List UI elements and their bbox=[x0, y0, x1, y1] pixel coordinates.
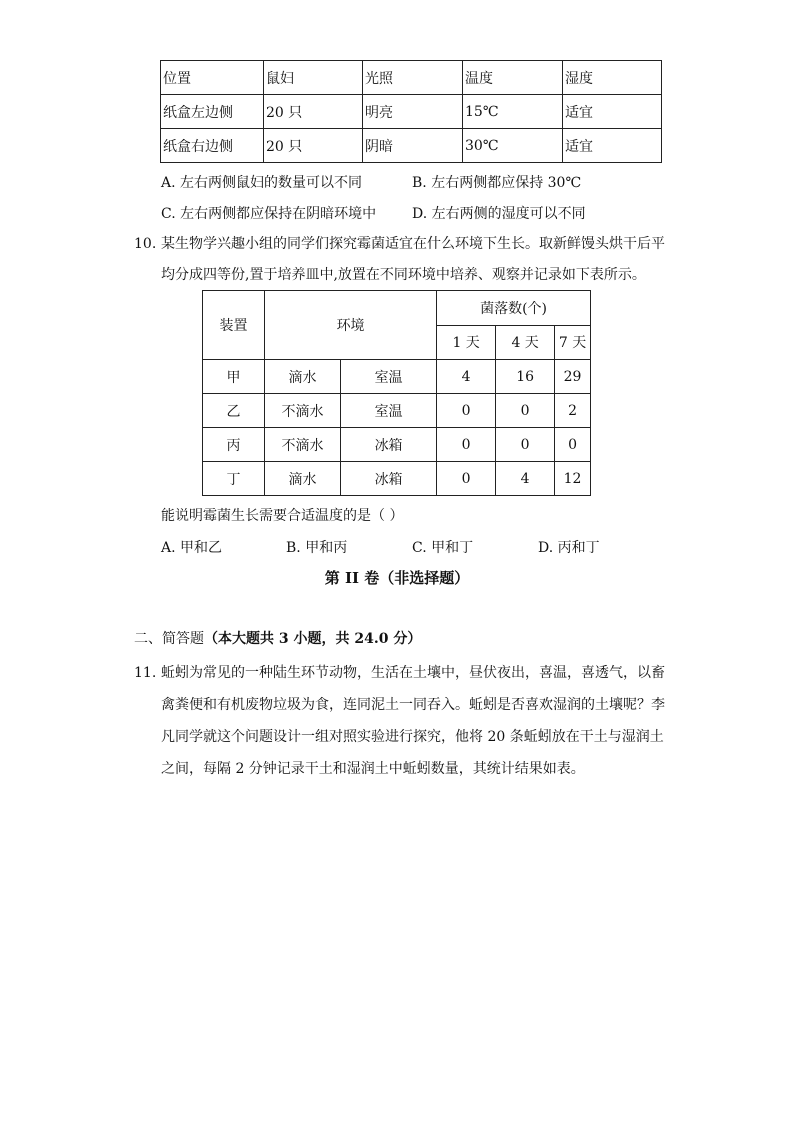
q11-text-line1: 蚯蚓为常见的一种陆生环节动物，生活在土壤中，昼伏夜出，喜温，喜透气，以畜 bbox=[161, 665, 665, 681]
table-header-cell: 4 天 bbox=[496, 325, 555, 360]
table-header-cell: 温度 bbox=[463, 61, 563, 95]
table-cell: 0 bbox=[496, 428, 555, 462]
table-cell: 室温 bbox=[341, 360, 437, 394]
q10-option-c: C. 甲和丁 bbox=[412, 540, 474, 556]
q9-option-c: C. 左右两侧都应保持在阴暗环境中 bbox=[161, 206, 377, 222]
q11-text-line4: 之间，每隔 2 分钟记录干土和湿润土中蚯蚓数量，其统计结果如表。 bbox=[161, 761, 585, 777]
table-cell: 30℃ bbox=[463, 129, 563, 163]
section-heading bbox=[134, 628, 421, 648]
table-header-cell: 位置 bbox=[161, 61, 264, 95]
table-cell: 适宜 bbox=[563, 95, 662, 129]
table-cell: 不滴水 bbox=[265, 394, 341, 428]
section-heading-label: 二、简答题 bbox=[134, 631, 204, 647]
q10-option-d: D. 丙和丁 bbox=[538, 540, 600, 556]
q11-number: 11. bbox=[134, 665, 157, 681]
table-cell: 0 bbox=[555, 428, 591, 462]
table-cell: 0 bbox=[496, 394, 555, 428]
q10-question: 能说明霉菌生长需要合适温度的是（ ） bbox=[161, 508, 404, 524]
table-cell: 0 bbox=[437, 428, 496, 462]
q9-option-b: B. 左右两侧都应保持 30℃ bbox=[412, 175, 582, 191]
q10-option-b: B. 甲和丙 bbox=[286, 540, 348, 556]
table-cell: 20 只 bbox=[264, 95, 363, 129]
table-cell: 不滴水 bbox=[265, 428, 341, 462]
q11-text-line3: 凡同学就这个问题设计一组对照实验进行探究，他将 20 条蚯蚓放在干土与湿润土 bbox=[161, 729, 664, 745]
table-header-cell: 菌落数(个) bbox=[437, 291, 591, 326]
table-cell: 12 bbox=[555, 462, 591, 496]
table-header-cell: 光照 bbox=[363, 61, 463, 95]
q11-text-line2: 禽粪便和有机废物垃圾为食，连同泥土一同吞入。蚯蚓是否喜欢湿润的土壤呢？李 bbox=[161, 697, 665, 713]
table-cell: 滴水 bbox=[265, 462, 341, 496]
q10-number: 10. bbox=[134, 236, 157, 252]
table-cell: 室温 bbox=[341, 394, 437, 428]
table-header-cell: 7 天 bbox=[555, 325, 591, 360]
table-cell: 明亮 bbox=[363, 95, 463, 129]
table-cell: 乙 bbox=[203, 394, 265, 428]
q10-option-a: A. 甲和乙 bbox=[161, 540, 223, 556]
q9-option-d: D. 左右两侧的湿度可以不同 bbox=[412, 206, 586, 222]
section-heading-detail: （本大题共 3 小题，共 24.0 分） bbox=[204, 631, 422, 647]
table-row bbox=[203, 394, 591, 428]
table-header-row bbox=[203, 291, 591, 326]
table-cell: 甲 bbox=[203, 360, 265, 394]
table-header-cell: 鼠妇 bbox=[264, 61, 363, 95]
table-row bbox=[161, 129, 662, 163]
table-cell: 0 bbox=[437, 462, 496, 496]
table-cell: 丙 bbox=[203, 428, 265, 462]
table-cell: 0 bbox=[437, 394, 496, 428]
q10-text-line2: 均分成四等份,置于培养皿中,放置在不同环境中培养、观察并记录如下表所示。 bbox=[161, 267, 646, 283]
table-header-cell: 湿度 bbox=[563, 61, 662, 95]
table-cell: 16 bbox=[496, 360, 555, 394]
table-row bbox=[161, 95, 662, 129]
q10-text-line1: 某生物学兴趣小组的同学们探究霉菌适宜在什么环境下生长。取新鲜馒头烘干后平 bbox=[161, 236, 665, 252]
table-cell: 适宜 bbox=[563, 129, 662, 163]
table-header-row bbox=[161, 61, 662, 95]
table-mouse-experiment bbox=[160, 60, 662, 163]
table-header-cell: 环境 bbox=[265, 291, 437, 360]
table-cell: 4 bbox=[496, 462, 555, 496]
table-cell: 冰箱 bbox=[341, 428, 437, 462]
table-cell: 纸盒右边侧 bbox=[161, 129, 264, 163]
table-cell: 29 bbox=[555, 360, 591, 394]
table-cell: 纸盒左边侧 bbox=[161, 95, 264, 129]
table-header-cell: 1 天 bbox=[437, 325, 496, 360]
table-cell: 2 bbox=[555, 394, 591, 428]
table-cell: 15℃ bbox=[463, 95, 563, 129]
table-cell: 20 只 bbox=[264, 129, 363, 163]
table-row bbox=[203, 462, 591, 496]
q9-option-a: A. 左右两侧鼠妇的数量可以不同 bbox=[161, 175, 363, 191]
table-cell: 丁 bbox=[203, 462, 265, 496]
table-cell: 冰箱 bbox=[341, 462, 437, 496]
table-cell: 滴水 bbox=[265, 360, 341, 394]
table-row bbox=[203, 428, 591, 462]
table-row bbox=[203, 360, 591, 394]
table-cell: 4 bbox=[437, 360, 496, 394]
table-mold-experiment bbox=[202, 290, 591, 496]
table-cell: 阴暗 bbox=[363, 129, 463, 163]
table-header-cell: 装置 bbox=[203, 291, 265, 360]
section-title: 第 II 卷（非选择题） bbox=[324, 569, 470, 587]
